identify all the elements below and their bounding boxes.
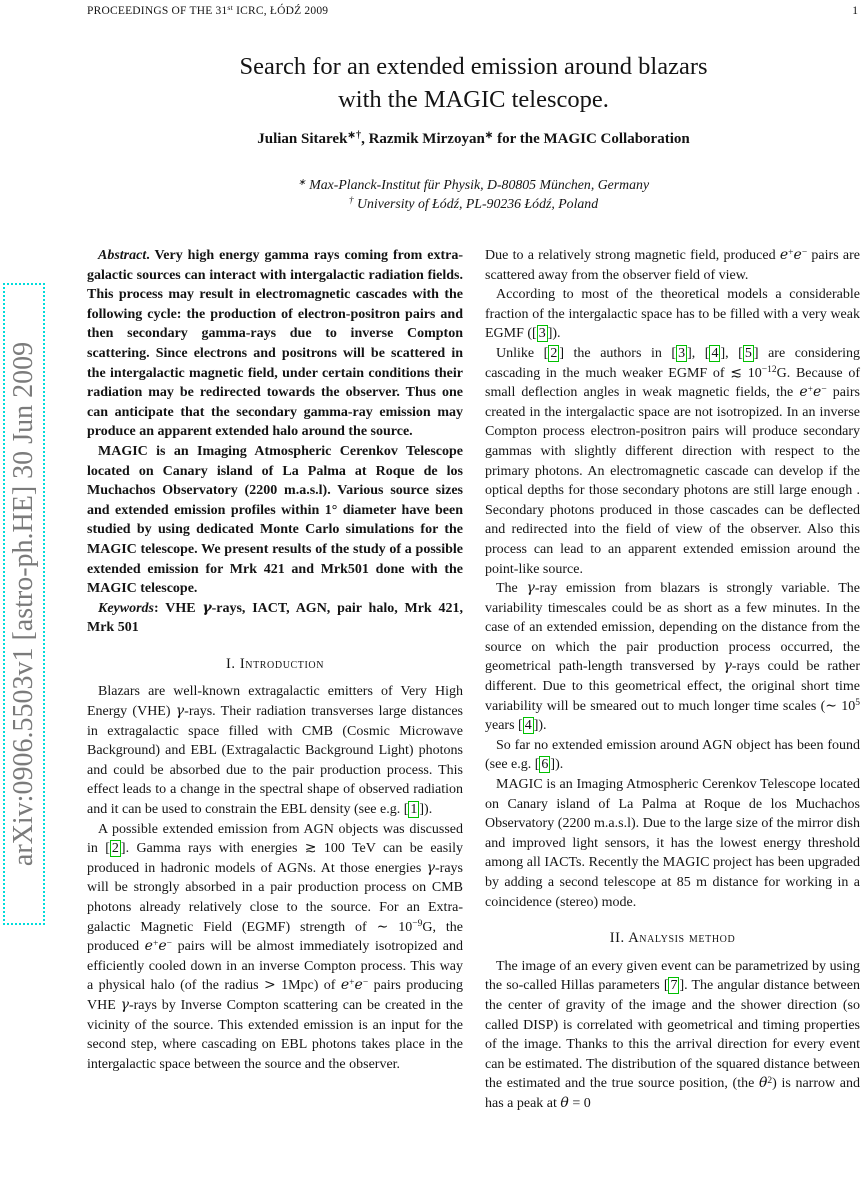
paragraph: Abstract. Very high energy gamma rays coming from extra-galactic sources can interact with intergalactic radiation fields. This process may result in electromagnetic cascades with the following cycle: the production of electron-positron pairs and then secondary gamma-rays due to inverse Compton scattering. Since electrons and positrons will be scattered in the intergalactic magnetic field, under certain conditions their radiation may be redirected towards the observer. Thus one can anticipate that the secondary gamma-ray emission may produce an apparent extended halo around the source. (87, 248, 463, 440)
text-segment: + (152, 938, 159, 949)
text-segment: Keywords (98, 600, 154, 616)
section-heading: II. Analysis method (609, 930, 736, 947)
authors-line: Julian Sitarek∗†, Razmik Mirzoyan∗ for the MAGIC Collaboration (257, 130, 690, 147)
affiliations-block (87, 176, 860, 213)
text-segment: e (793, 247, 802, 263)
paragraph: Due to a relatively strong magnetic field, produced e+e− pairs are scattered away from the observer field of view. (485, 247, 860, 283)
text-segment: −9 (412, 919, 423, 930)
text-segment: ∗ (297, 177, 306, 188)
paragraph: The γ-ray emission from blazars is strongly variable. The variability timescales could be as short as a few minutes. In the case of an extended emission, depending on the distance from the source on which the pair production process occurred, the geometrical path-length transversed by γ-rays could be rather different. Due to this geometrical effect, the original short time variability will be smeared out to much longer time scales (∼ $10^5$ years [ 4 ]). (485, 580, 861, 734)
text-segment: − (801, 247, 808, 258)
text-segment: ≲ (730, 364, 743, 381)
arxiv-watermark (3, 283, 45, 925)
two-column-body (87, 246, 860, 1114)
citation-link[interactable]: 4 (524, 718, 532, 734)
text-segment: ∼ (825, 697, 837, 714)
text-segment: + (807, 384, 814, 395)
text-segment: e (813, 384, 822, 401)
text-segment: 5 (855, 698, 861, 709)
text-segment: e (354, 977, 363, 994)
citation-link[interactable]: 3 (678, 345, 686, 361)
paragraph: A possible extended emission from AGN objects was discussed in [ 2 ]. Gamma rays with energies ≳ 100 TeV can be easily produced in hadronic models of AGNs. At those energies γ-rays will be strongly absorbed in a pair production process on CMB photons already relatively close to the source. For an Extra-galactic Magnetic Field (EGMF) strength of ∼ $10^{-9}G$, the produced e+e− pairs will be almost immediately isotropized and efficiently cooled down in an inverse Compton process. This way a physical halo (of the radius > 1Mpc) of e+e− pairs producing VHE γ-rays by Inverse Compton scattering can be created in the vicinity of the source. This extended emission is an input for the second step, where cascading on EBL photons takes place in the intergalactic space between the source and the observer. (87, 821, 463, 1072)
affiliation-2: † University of Łódź, PL-90236 Łódź, Poland (348, 195, 599, 211)
text-segment: γ (426, 859, 435, 876)
paper-title-line2: with the MAGIC telescope. (338, 86, 609, 113)
paragraph: MAGIC is an Imaging Atmospheric Cerenkov Telescope located on Canary island of La Palma at Roque de los Muchachos Observatory (2200 m.a.s.l). Due to the large size of the mirror dish and improved light sensors, it has the lowest energy threshold among all IACTs. Recently the MAGIC project has been upgraded by adding a second telescope at 85 m distance for working in a coincidence (stereo) mode. (485, 777, 860, 910)
paper-title-line1: Search for an extended emission around blazars (239, 53, 708, 80)
text-segment: ∗† (347, 130, 362, 142)
text-segment: θ (758, 1075, 768, 1092)
text-segment: ≳ (304, 840, 317, 857)
text-segment: st (227, 3, 234, 13)
running-header: PROCEEDINGS OF THE 31st ICRC, ŁÓDŹ 2009 (87, 3, 329, 17)
paragraph: The image of an every given event can be parametrized by using the so-called Hillas parameters [ 7 ]. The angular distance between the center of gravity of the image and the shower direction (so called DISP) is correlated with geometrical and timing properties of the image. Thanks to this the arrival direction for every event can be estimated. The distribution of the squared distance between the estimated and the true source position, (the $\theta^2$) is narrow and has a peak at θ = 0 (485, 958, 860, 1111)
paragraph: According to most of the theoretical models a considerable fraction of the intergalactic space has to be filled with a very weak EGMF ([ 3 ]). (485, 287, 860, 342)
paragraph: Blazars are well-known extragalactic emitters of Very High Energy (VHE) γ-rays. Their radiation transverses large distances in extragalactic space filled with CMB (Cosmic Microwave Background) and EBL (Extragalactic Background Light) photons and could be absorbed due to the pair production process. This effect leads to a change in the spectral shape of observed radiation and it can be used to constrain the EBL density (see e.g. [ 1 ]). (87, 684, 463, 818)
text-segment: e (158, 938, 167, 955)
left-column (87, 246, 463, 1114)
text-segment: ∗ (484, 130, 494, 142)
citation-link[interactable]: 5 (744, 345, 752, 361)
text-segment: −12 (761, 365, 777, 376)
paper-title (87, 50, 860, 116)
paragraph: MAGIC is an Imaging Atmospheric Cerenkov Telescope located on Canary island of La Palma at Roque de los Muchachos Observatory (2200 m.a.s.l). Various source sizes and extended emission profiles within 1° diameter have been studied by using dedicated Monte Carlo simulations for the MAGIC telescope. We present results of the study of a possible extended emission for Mrk 421 and Mrk501 done with the MAGIC telescope. (87, 443, 463, 597)
paragraph: Keywords: VHE γ-rays, IACT, AGN, pair halo, Mrk 421, Mrk 501 (87, 599, 464, 636)
text-segment: e (779, 247, 789, 263)
citation-link[interactable]: 2 (111, 841, 119, 857)
text-segment: γ (120, 996, 129, 1013)
text-segment: − (821, 384, 827, 395)
text-segment: e (144, 938, 153, 955)
paragraph: So far no extended emission around AGN object has been found (see e.g. [ 6 ]). (485, 737, 860, 773)
text-segment: γ (723, 658, 732, 675)
text-segment: − (362, 978, 369, 989)
section-heading: I. Introduction (225, 655, 325, 672)
citation-link[interactable]: 1 (410, 802, 418, 818)
citation-link[interactable]: 6 (541, 757, 549, 773)
text-segment: θ (560, 1094, 569, 1111)
text-segment: e (799, 384, 808, 401)
text-segment: ∼ (376, 918, 389, 935)
citation-link[interactable]: 4 (711, 345, 719, 361)
text-segment: γ (175, 703, 185, 720)
text-segment: γ (202, 599, 212, 616)
citation-link[interactable]: 7 (670, 978, 678, 994)
citation-link[interactable]: 2 (550, 345, 558, 361)
text-segment: > (263, 977, 276, 994)
right-column (485, 246, 860, 1114)
arxiv-id-text: arXiv:0906.5503v1 [astro-ph.HE] 30 Jun 2009 (8, 341, 39, 867)
citation-link[interactable]: 3 (538, 326, 546, 342)
paragraph: Unlike [ 2 ] the authors in [ 3 ], [ 4 ], [ 5 ] are considering cascading in the much weaker EGMF of ≲ $10^{-12}G$. Because of small deflection angles in weak magnetic fields, the e+e− pairs created in the intergalactic space are not isotropized. In an inverse Compton process electron-positron pairs will produce secondary gammas with slightly different direction with respect to the primary photons. An electromagnetic cascade can develop if the optical depths for those secondary photons are still large enough . Secondary photons produced in those cascades can be deflected and redirected into the field of view of the observer. Also this process can lead to an apparent extended emission around the point-like source. (485, 345, 861, 577)
text-segment: † (348, 196, 354, 207)
text-segment: 2 (767, 1076, 773, 1087)
affiliation-1: ∗ Max-Planck-Institut für Physik, D-80805 München, Germany (297, 177, 650, 192)
text-segment: + (349, 978, 355, 989)
text-segment: Abstract (98, 248, 147, 263)
text-segment: + (788, 247, 794, 258)
text-segment: γ (526, 580, 535, 597)
page-number: 1 (852, 5, 858, 17)
text-segment: e (340, 977, 350, 994)
text-segment: − (166, 938, 173, 949)
